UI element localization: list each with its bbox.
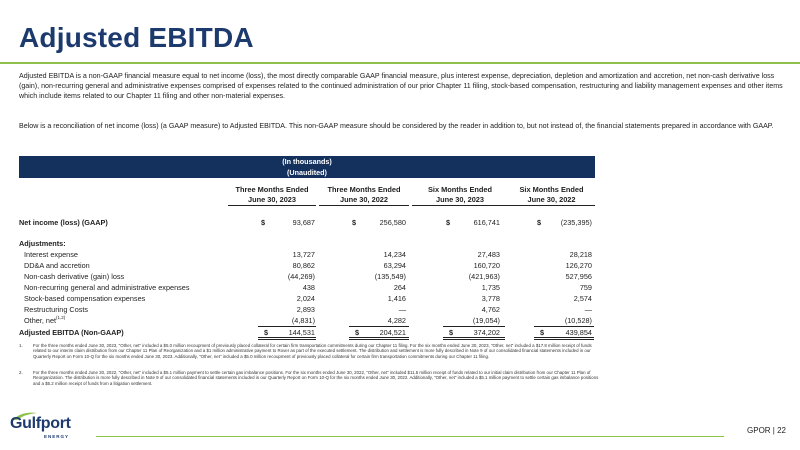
table-band-units: (In thousands) [19, 156, 595, 167]
table-row: Other, net$^{(1,2)}$ (4,831) 4,282 (19,054) (10,528) [24, 315, 592, 325]
reconciliation-paragraph: Below is a reconciliation of net income (loss) (a GAAP measure) to Adjusted EBITDA. This non-GAAP measure should be considered by the reader in addition to, but not instead of, the financial statements prepared in accordance with GAAP. [19, 122, 774, 130]
table-row: DD&A and accretion 80,862 63,294 160,720 126,270 [24, 261, 592, 270]
logo-subtitle: ENERGY [44, 434, 70, 439]
table-band-unaudited: (Unaudited) [19, 167, 595, 178]
total-double-rule [349, 337, 409, 340]
table-row: Stock-based compensation expenses 2,024 1,416 3,778 2,574 [24, 294, 592, 303]
title-divider [0, 62, 800, 64]
column-header: Three Months Ended June 30, 2022 [319, 185, 409, 206]
table-row: Restructuring Costs 2,893 — 4,762 — [24, 305, 592, 314]
table-row-total: Adjusted EBITDA (Non-GAAP) $ 144,531 $ 204,521 $ 374,202 $ 439,854 [19, 328, 592, 337]
page-title: Adjusted EBITDA [19, 22, 254, 53]
table-row: Non-recurring general and administrative expenses 438 264 1,735 759 [24, 283, 592, 292]
logo-wordmark: Gulfport [10, 415, 71, 432]
page-number: GPOR | 22 [747, 426, 786, 435]
total-double-rule [443, 337, 505, 340]
company-logo [10, 411, 88, 444]
table-row-net-income: Net income (loss) (GAAP) $ 93,687 $ 256,580 $ 616,741 $ (235,395) [19, 218, 592, 227]
footer-divider [96, 436, 724, 437]
table-row: Interest expense 13,727 14,234 27,483 28,218 [24, 250, 592, 259]
column-header: Six Months Ended June 30, 2023 [412, 185, 508, 206]
footnote: 2. For the three months ended June 30, 2022, "Other, net" included a $5.1 million payment to settle certain gas imbalance positions. For the six months ended June 30, 2022, "Other, net" included $11.5 million receipt of funds related to our initial claim distribution from our Chapter 11 Plan of Reorganization. The distribution is more fully described in Note 9 of our consolidated financial statements included in our Quarterly Report on Form 10-Q for the six months ended June 30, 2022. Additionally, "Other, net" included a $5.1 million payment to settle certain gas imbalance positions and a $5.2 million receipt of funds from a litigation settlement. [19, 370, 599, 386]
total-double-rule [258, 337, 316, 340]
total-double-rule [534, 337, 594, 340]
column-header: Three Months Ended June 30, 2023 [228, 185, 316, 206]
table-row: Non-cash derivative (gain) loss (44,269) (135,549) (421,963) 527,956 [24, 272, 592, 281]
intro-paragraph: Adjusted EBITDA is a non-GAAP financial measure equal to net income (loss), the most directly comparable GAAP financial measure, plus interest expense, depreciation, depletion and amortization and accretion, net non-cash derivative loss (gain), non-recurring general and administrative expenses comprised of expenses related to the continued administration of our prior Chapter 11 filing, stock-based compensation, restructuring and liability management expenses and other items which include items related to our Chapter 11 filing and other non-material expenses. [19, 72, 783, 101]
table-row-adjustments-heading: Adjustments: [19, 239, 66, 248]
column-header: Six Months Ended June 30, 2022 [508, 185, 595, 206]
footnote: 1. For the three months ended June 30, 2023, "Other, net" included a $5.0 million recoupment of previously placed collateral for certain firm transportation commitments during our Chapter 11 filing. For the six months ended June 30, 2023, "Other, net" included a $17.8 million receipt of funds related to our interim claim distribution from our Chapter 11 Plan of Reorganization and a $1 million administrative payment to Rover as part of the executed settlement. The distribution and settlement is more fully described in Note 9 of our consolidated financial statements included in our Quarterly Report on Form 10-Q for the six months ended June 30, 2023. Additionally, "Other, net" included a $5.0 million recoupment of previously placed collateral for certain firm transportation commitments during our Chapter 11 filing. [19, 343, 592, 359]
